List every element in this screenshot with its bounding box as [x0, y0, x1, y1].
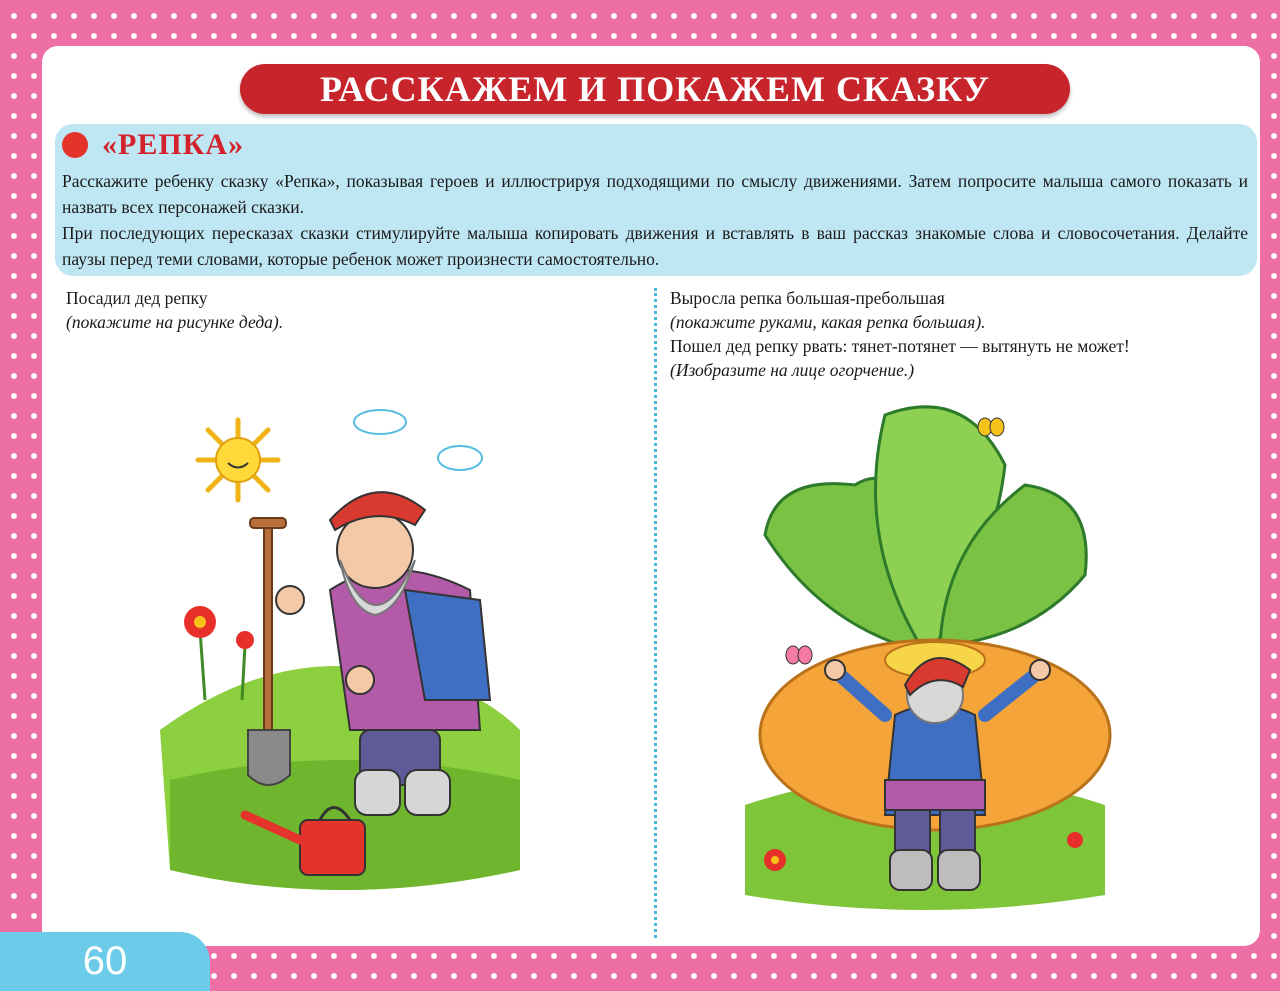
right-story-instruction-2: (Изобразите на лице огорчение.) [670, 360, 915, 380]
cloud-icon [354, 410, 482, 470]
page-title: РАССКАЖЕМ И ПОКАЖЕМ СКАЗКУ [240, 64, 1070, 114]
right-story-line-2-container [670, 334, 1170, 382]
turnip-leaves [765, 407, 1086, 645]
dotted-divider [654, 288, 657, 938]
right-story-line-2: Пошел дед репку рвать: тянет-потянет — вытянуть не может! [670, 336, 1130, 356]
section-title: «РЕПКА» [102, 128, 245, 161]
instructions-paragraph-1: Расскажите ребенку сказку «Репка», показывая героев и иллюстрируя подходящими по смыслу движениями. Затем попросите малыша самого показать и назвать всех персонажей сказки. [62, 171, 1248, 217]
section-heading [62, 128, 244, 162]
grandpa-planting-illustration [150, 400, 530, 910]
flower-icon [184, 606, 254, 700]
right-story-instruction-1: (покажите руками, какая репка большая). [670, 312, 986, 332]
page-number: 60 [0, 932, 210, 991]
right-story-line-1: Выросла репка большая-пребольшая [670, 288, 945, 308]
instructions-text [62, 168, 1248, 272]
giant-turnip-illustration [735, 385, 1115, 915]
left-story-line: Посадил дед репку [66, 288, 208, 308]
shovel-icon [248, 518, 290, 785]
left-story-instruction: (покажите на рисунке деда). [66, 312, 284, 332]
sun-icon [198, 420, 278, 500]
right-story-text [670, 286, 1230, 382]
left-story-text [66, 286, 626, 334]
red-bullet-icon [62, 132, 88, 158]
instructions-paragraph-2: При последующих пересказах сказки стимулируйте малыша копировать движения и вставлять в ваш рассказ знакомые слова и словосочетания. Делайте паузы перед теми словами, которые ребенок может произнести самостоятельно. [62, 223, 1248, 269]
